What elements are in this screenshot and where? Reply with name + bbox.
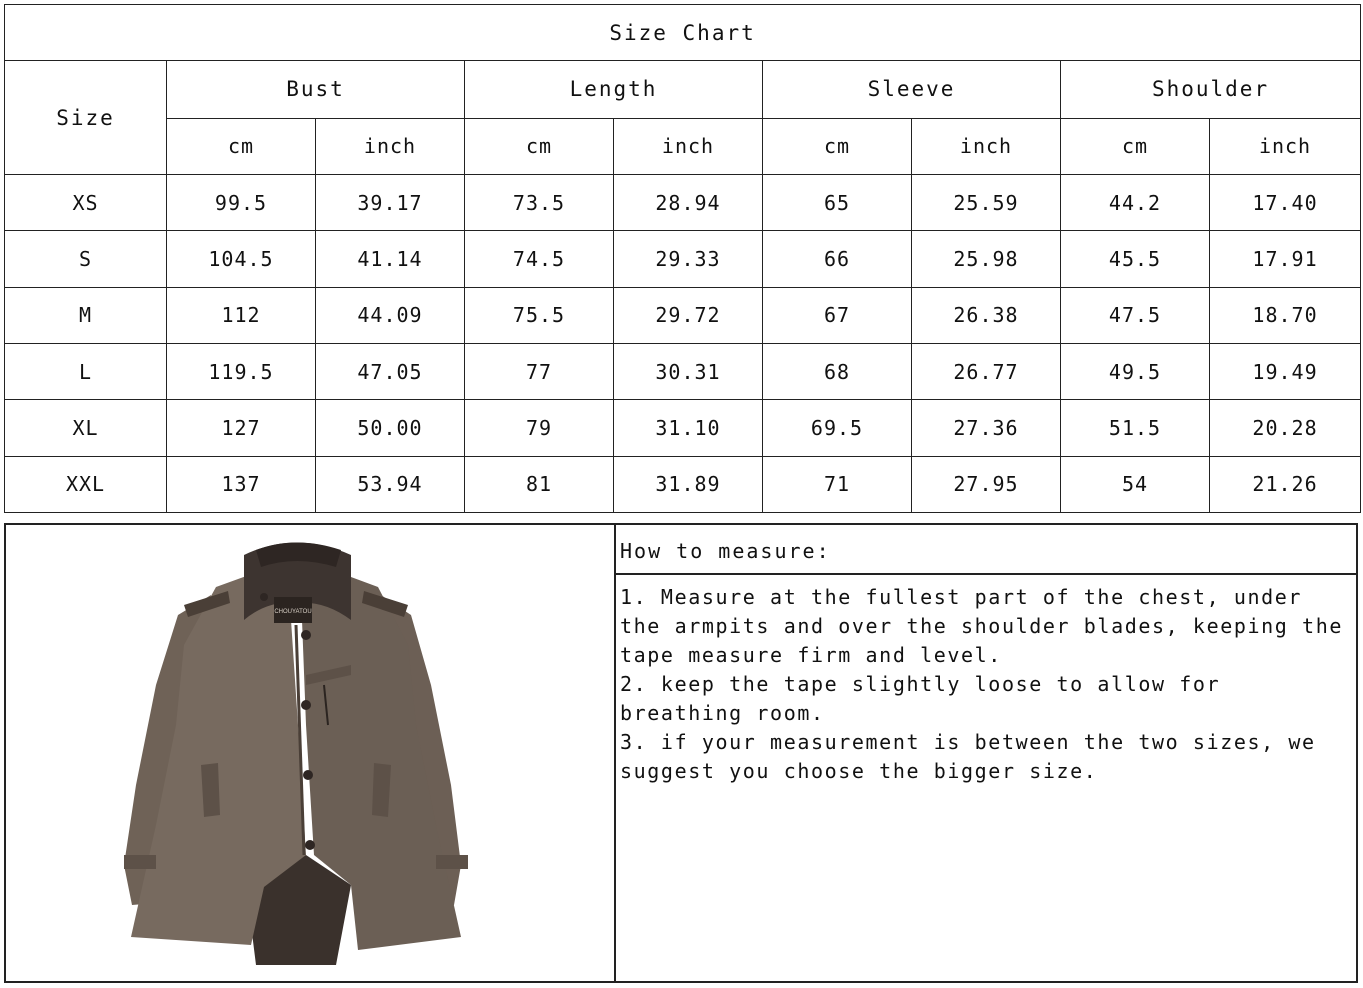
coat-button [305,840,315,850]
coat-brand-label: CHOUYATOU [274,609,312,615]
measure-panel [4,523,1358,983]
bust-header: Bust [167,61,465,118]
measurement-cell: 19.49 [1210,343,1361,399]
size-cell: L [5,343,167,399]
measurement-cell: 104.5 [167,231,316,287]
measurement-cell: 17.40 [1210,175,1361,231]
coat-left-cuff-tab [124,855,156,869]
measurement-cell: 137 [167,456,316,512]
measurement-cell: 30.31 [614,343,763,399]
length-header: Length [465,61,763,118]
coat-button [301,700,311,710]
measurement-cell: 112 [167,287,316,343]
measurement-cell: 17.91 [1210,231,1361,287]
measurement-cell: 44.2 [1061,175,1210,231]
measurement-cell: 71 [763,456,912,512]
measurement-cell: 44.09 [316,287,465,343]
coat-left-pocket [201,763,220,817]
measurement-cell: 54 [1061,456,1210,512]
unit-header-inch: inch [614,118,763,174]
shoulder-header: Shoulder [1061,61,1361,118]
size-chart-title: Size Chart [5,5,1361,61]
measurement-cell: 18.70 [1210,287,1361,343]
size-cell: S [5,231,167,287]
measurement-cell: 127 [167,400,316,456]
unit-header-cm: cm [763,118,912,174]
measure-step: 2. keep the tape slightly loose to allow for breathing room. [620,672,1221,725]
coat-button [303,770,313,780]
table-row [5,456,1361,512]
how-to-measure-section [616,525,1356,981]
unit-header-inch: inch [316,118,465,174]
size-cell: M [5,287,167,343]
measurement-cell: 25.98 [912,231,1061,287]
how-to-measure-title: How to measure: [616,525,1356,575]
measurement-cell: 51.5 [1061,400,1210,456]
size-cell: XL [5,400,167,456]
measurement-cell: 29.72 [614,287,763,343]
measurement-cell: 27.95 [912,456,1061,512]
size-chart-table [4,4,1361,513]
measurement-cell: 50.00 [316,400,465,456]
measure-step: 1. Measure at the fullest part of the chest, under the armpits and over the shoulder blades, keeping the tape measure firm and level. [620,585,1343,667]
measurement-cell: 21.26 [1210,456,1361,512]
measurement-cell: 47.5 [1061,287,1210,343]
measurement-cell: 65 [763,175,912,231]
coat-right-pocket [372,763,391,817]
measurement-cell: 99.5 [167,175,316,231]
unit-header-cm: cm [167,118,316,174]
table-row [5,343,1361,399]
measurement-cell: 47.05 [316,343,465,399]
measurement-cell: 31.10 [614,400,763,456]
measurement-cell: 41.14 [316,231,465,287]
measurement-cell: 39.17 [316,175,465,231]
measurement-cell: 20.28 [1210,400,1361,456]
unit-header-inch: inch [1210,118,1361,174]
unit-header-row [5,118,1361,174]
measurement-cell: 26.77 [912,343,1061,399]
measurement-cell: 26.38 [912,287,1061,343]
measurement-cell: 53.94 [316,456,465,512]
size-column-header: Size [5,61,167,175]
unit-header-inch: inch [912,118,1061,174]
unit-header-cm: cm [1061,118,1210,174]
measurement-cell: 31.89 [614,456,763,512]
measurement-cell: 73.5 [465,175,614,231]
coat-button [260,593,268,601]
table-row [5,400,1361,456]
sleeve-header: Sleeve [763,61,1061,118]
measurement-cell: 27.36 [912,400,1061,456]
measurement-cell: 29.33 [614,231,763,287]
measurement-cell: 25.59 [912,175,1061,231]
table-row [5,287,1361,343]
product-photo [6,525,616,981]
measurement-cell: 81 [465,456,614,512]
measurement-cell: 45.5 [1061,231,1210,287]
measurement-cell: 79 [465,400,614,456]
table-row [5,231,1361,287]
measurement-cell: 69.5 [763,400,912,456]
measurement-cell: 66 [763,231,912,287]
unit-header-cm: cm [465,118,614,174]
measure-instructions [616,575,1356,786]
measurement-cell: 28.94 [614,175,763,231]
measurement-cell: 77 [465,343,614,399]
measurement-cell: 119.5 [167,343,316,399]
table-row [5,175,1361,231]
coat-button [301,630,311,640]
coat-image [6,525,614,981]
measurement-cell: 75.5 [465,287,614,343]
size-cell: XS [5,175,167,231]
coat-right-cuff-tab [436,855,468,869]
measurement-cell: 67 [763,287,912,343]
measurement-cell: 74.5 [465,231,614,287]
measure-step: 3. if your measurement is between the two sizes, we suggest you choose the bigger size. [620,730,1316,783]
size-cell: XXL [5,456,167,512]
measurement-cell: 68 [763,343,912,399]
measurement-cell: 49.5 [1061,343,1210,399]
